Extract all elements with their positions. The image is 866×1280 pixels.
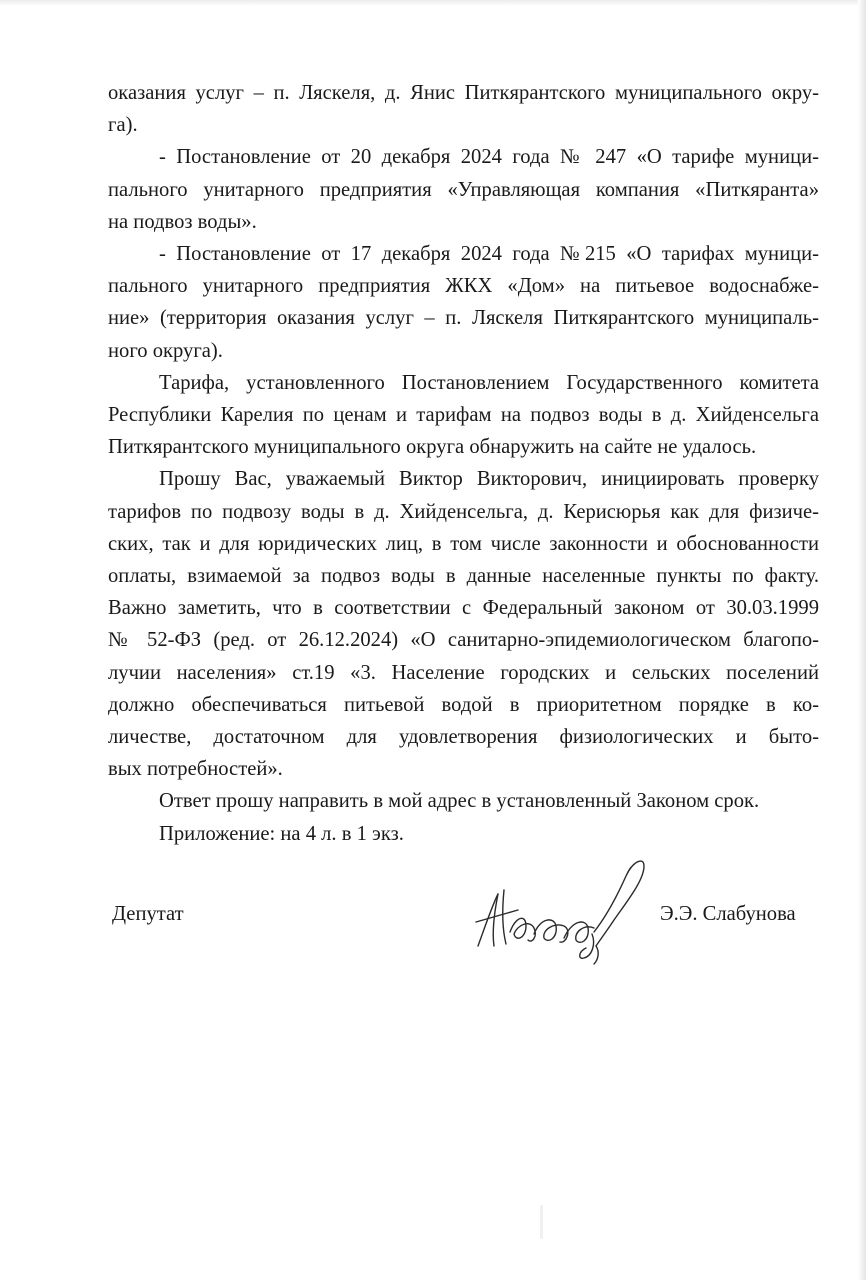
text-line: на подвоз воды». xyxy=(108,210,257,233)
paragraph-decree-247 xyxy=(108,141,819,238)
text-line: тарифов по подвозу воды в д. Хийденсельга, д. Керисюрья как для физиче- xyxy=(108,500,819,523)
text-line: ских, так и для юридических лиц, в том числе законности и обоснованности xyxy=(108,532,819,555)
paragraph-reply-request xyxy=(108,785,819,817)
text-line: га). xyxy=(108,114,138,137)
page-right-edge xyxy=(858,0,866,1280)
handwritten-signature xyxy=(468,854,668,969)
text-line: ние» (территория оказания услуг – п. Ляскеля Питкярантского муниципаль- xyxy=(108,307,819,330)
position-title: Депутат xyxy=(112,903,184,925)
text-line: должно обеспечиваться питьевой водой в приоритетном порядке в ко- xyxy=(108,693,819,716)
text-line: пального унитарного предприятия ЖКХ «Дом» на питьевое водоснабже- xyxy=(108,275,819,298)
text-line: Питкярантского муниципального округа обнаружить на сайте не удалось. xyxy=(108,436,757,459)
scan-artifact xyxy=(540,1205,543,1239)
text-line: ного округа). xyxy=(108,339,223,362)
text-line: Республики Карелия по ценам и тарифам на подвоз воды в д. Хийденсельга xyxy=(108,404,819,427)
text-line: лучии населения» ст.19 «3. Население городских и сельских поселений xyxy=(108,661,819,684)
text-line: оказания услуг – п. Ляскеля, д. Янис Питкярантского муниципального окру- xyxy=(108,82,819,104)
paragraph-continuation xyxy=(108,77,819,141)
signer-name: Э.Э. Слабунова xyxy=(660,903,796,925)
text-line: Ответ прошу направить в мой адрес в установленный Законом срок. xyxy=(159,790,760,813)
text-line: личестве, достаточном для удовлетворения физиологических и быто- xyxy=(108,726,819,749)
paragraph-attachment xyxy=(108,818,819,850)
text-line: Важно заметить, что в соответствии с Федеральный законом от 30.03.1999 xyxy=(108,597,819,620)
text-line: № 52-ФЗ (ред. от 26.12.2024) «О санитарно-эпидемиологическом благопо- xyxy=(108,629,819,652)
text-line: оплаты, взимаемой за подвоз воды в данные населенные пункты по факту. xyxy=(108,565,819,588)
paragraph-tariff-not-found xyxy=(108,367,819,464)
paragraph-request xyxy=(108,463,819,785)
text-line: - Постановление от 20 декабря 2024 года № 247 «О тарифе муници- xyxy=(159,146,819,169)
page-top-edge xyxy=(0,0,866,6)
signature-block xyxy=(108,900,819,980)
text-line: Приложение: на 4 л. в 1 экз. xyxy=(159,822,404,845)
paragraph-decree-215 xyxy=(108,238,819,367)
text-line: вых потребностей». xyxy=(108,758,283,781)
text-line: пального унитарного предприятия «Управляющая компания «Питкяранта» xyxy=(108,178,819,201)
letter-body xyxy=(108,77,819,850)
text-line: - Постановление от 17 декабря 2024 года №215 «О тарифах муници- xyxy=(159,243,819,266)
text-line: Прошу Вас, уважаемый Виктор Викторович, инициировать проверку xyxy=(159,468,819,491)
text-line: Тарифа, установленного Постановлением Государственного комитета xyxy=(159,371,819,394)
